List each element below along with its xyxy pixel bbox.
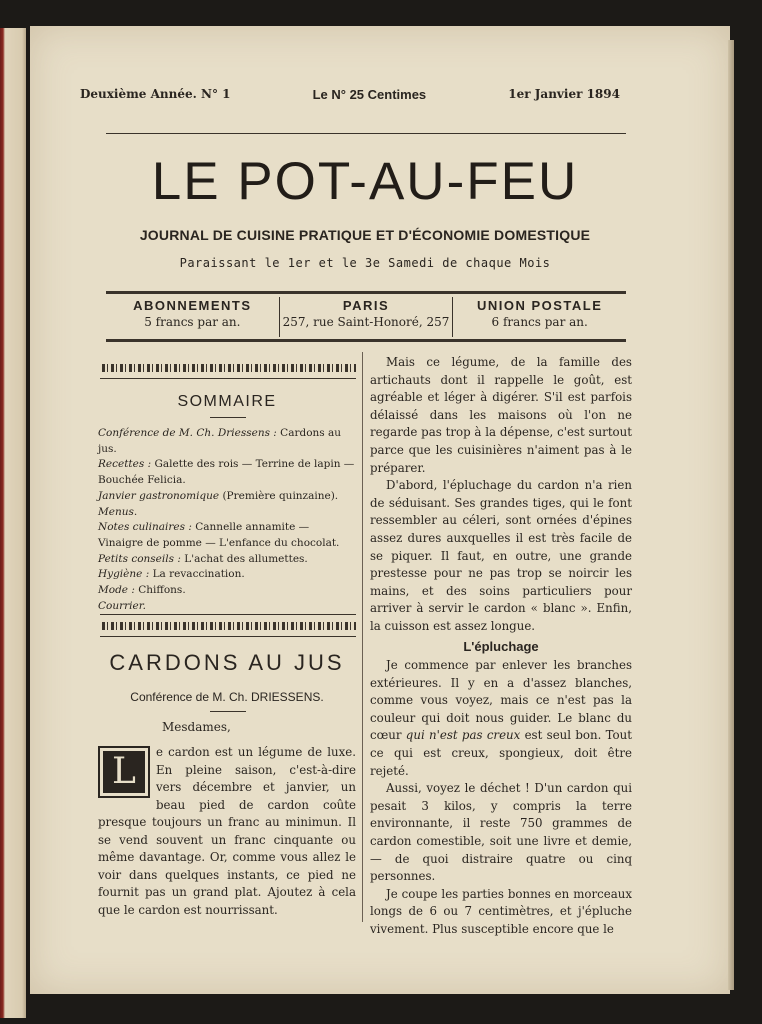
subs-paris	[279, 297, 454, 337]
sommaire-entry: Conférence de M. Ch. Driessens : Cardons au jus.	[98, 427, 342, 455]
sommaire-entry: Recettes : Galette des rois — Terrine de lapin — Bouchée Felicia.	[98, 458, 355, 487]
subs-bottom-rule	[106, 339, 626, 342]
sommaire-entry: Petits conseils : L'achat des allumettes.	[98, 552, 308, 565]
sommaire-entry: Mode : Chiffons.	[98, 584, 186, 597]
section-heading: L'épluchage	[463, 638, 539, 654]
paragraph: Je commence par enlever les branches extérieures. Il y en a d'assez blanches, comme vous voyez, mais ce n'est pas la couleur qui doit nous guider. Le blanc du cœur qui n'est pas creux est seul bon. Tout ce qui est creux, spongieux, doit être rejeté.	[370, 658, 632, 778]
header-rule	[106, 133, 626, 134]
dropcap-letter: L	[98, 746, 150, 798]
sommaire-entry: Courrier.	[98, 599, 146, 612]
book-binding	[0, 28, 26, 1018]
subscription-box	[106, 297, 626, 337]
sommaire-entry: Hygiène : La revaccination.	[98, 568, 245, 581]
sommaire-entry: Janvier gastronomique (Première quinzaine).	[98, 489, 339, 502]
subs-paris-head: PARIS	[342, 298, 390, 313]
article-left-text: e cardon est un légume de luxe. En pleine saison, c'est-à-dire vers décembre et janvier, un beau pied de cardon coûte presque toujours un franc au minimun. Il se vend souvent un franc cinquante ou même davantage. Or, comme vous allez le voir dans quelques instants, ce pied ne fournit pas un grand plat. Ajoutez à cela que le cardon est nourrissant.	[98, 745, 356, 917]
article-salutation: Mesdames,	[162, 720, 231, 734]
sommaire-heading: SOMMAIRE	[177, 393, 277, 410]
page-edge	[728, 40, 734, 990]
subs-union-text: 6 francs par an.	[491, 315, 588, 329]
subs-top-rule	[106, 291, 626, 294]
column-divider	[362, 352, 363, 922]
ornament-bottom-rule-2	[100, 636, 356, 637]
ornament-bottom-rule	[100, 614, 356, 615]
subs-abonnements-head: ABONNEMENTS	[133, 298, 252, 313]
subs-abonnements	[106, 297, 279, 337]
ornament-bottom	[102, 622, 356, 630]
masthead-subtitle: JOURNAL DE CUISINE PRATIQUE ET D'ÉCONOMIE DOMESTIQUE	[139, 227, 591, 243]
paragraph: D'abord, l'épluchage du cardon n'a rien de séduisant. Ses grandes tiges, qui le font ressembler au céleri, sont ornées d'épines assez dures auxquelles il est très facile de se piquer. Il faut, en outre, une grande prestesse pour ne pas trop se noircir les mains, et des soins particuliers pour arriver à servir le cardon « blanc ». Enfin, la cuisson est assez longue.	[370, 478, 632, 633]
masthead-title: LE POT-AU-FEU	[151, 152, 579, 211]
sommaire-entry: Menus.	[98, 505, 138, 518]
sommaire-underline	[210, 417, 246, 418]
issue-date: 1er Janvier 1894	[508, 87, 620, 101]
masthead-periodicity: Paraissant le 1er et le 3e Samedi de chaque Mois	[179, 256, 551, 270]
issue-price: Le N° 25 Centimes	[312, 86, 427, 102]
article-title: CARDONS AU JUS	[109, 650, 345, 675]
issue-line	[80, 82, 620, 106]
paragraph: Aussi, voyez le déchet ! D'un cardon qui pesait 3 kilos, y compris la terre environnante, il reste 750 grammes de cardon comestible, soit une livre et demie, — de quoi distraire quatre ou cinq personnes.	[370, 781, 632, 884]
article-body-right	[370, 354, 632, 939]
sommaire-list	[98, 426, 356, 614]
paragraph: Mais ce légume, de la famille des artichauts dont il rappelle le goût, est agréable et léger à digérer. S'il est parfois délaissé dans les maisons où l'on ne regarde pas trop à la dépense, c'est surtout parce que les cuisinières n'aiment pas à le préparer.	[370, 355, 632, 475]
sommaire-entry: Notes culinaires : Cannelle annamite — Vinaigre de pomme — L'enfance du chocolat.	[98, 521, 340, 549]
ornament-top-rule	[100, 378, 356, 379]
subs-union-head: UNION POSTALE	[476, 298, 603, 313]
subs-abonnements-text: 5 francs par an.	[144, 315, 241, 329]
byline-underline	[210, 711, 246, 712]
article-byline: Conférence de M. Ch. DRIESSENS.	[130, 690, 324, 704]
paragraph: Je coupe les parties bonnes en morceaux longs de 6 ou 7 centimètres, et j'épluche vivement. Plus susceptible encore que le	[370, 886, 632, 936]
ornament-top	[102, 364, 356, 372]
article-body-left	[98, 744, 356, 919]
subs-paris-text: 257, rue Saint-Honoré, 257	[282, 315, 450, 329]
subs-union	[453, 297, 626, 337]
issue-number: Deuxième Année. N° 1	[80, 87, 231, 101]
